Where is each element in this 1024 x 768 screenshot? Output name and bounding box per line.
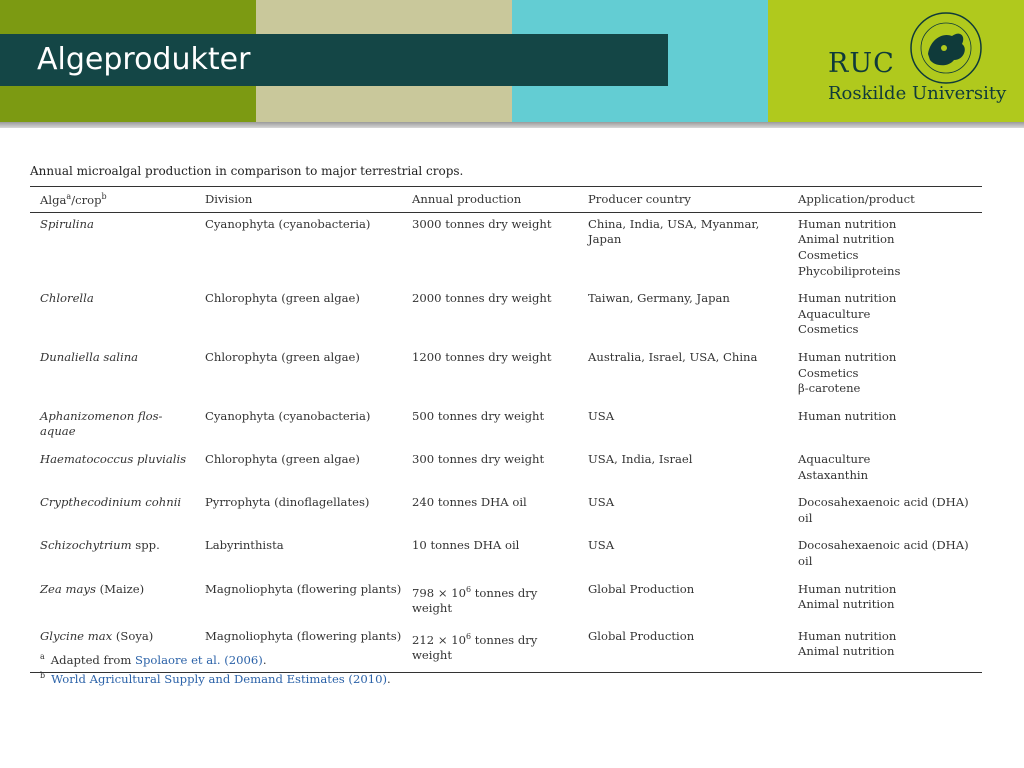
cell-producer-country: Global Production <box>588 581 695 596</box>
cell-alga <box>30 448 195 491</box>
cell-annual-production: 500 tonnes dry weight <box>412 408 545 423</box>
application-item: Animal nutrition <box>798 597 895 612</box>
application-item: Docosahexaenoic acid (DHA) oil <box>798 495 969 525</box>
application-item: Aquaculture <box>798 451 871 466</box>
application-item: Cosmetics <box>798 365 859 380</box>
cell-producer-country: USA, India, Israel <box>588 451 693 466</box>
slide-title: Algeprodukter <box>37 42 251 77</box>
header-divider <box>0 122 1024 128</box>
table-row <box>30 212 982 287</box>
cell-producer-country: USA <box>588 408 615 423</box>
cell-annual-production: $212 \times 10^6$ tonnes dry weight <box>412 631 538 663</box>
alga-name: Crypthecodinium cohnii <box>40 495 182 510</box>
alga-name: Aphanizomenon flos-aquae <box>40 408 163 439</box>
cell-producer-country: Global Production <box>588 628 695 643</box>
alga-name: Zea mays <box>40 581 96 596</box>
table-row <box>30 534 982 577</box>
application-item: Human nutrition <box>798 291 897 306</box>
cell-annual-production: 1200 tonnes dry weight <box>412 350 552 365</box>
cell-division: Labyrinthista <box>205 538 284 553</box>
application-item: Human nutrition <box>798 216 897 231</box>
alga-qualifier: (Maize) <box>95 581 145 596</box>
cell-division: Chlorophyta (green algae) <box>205 350 360 365</box>
cell-application <box>788 287 982 346</box>
cell-alga <box>30 287 195 346</box>
cell-application <box>788 491 982 534</box>
header-annual-production: Annual production <box>412 192 522 207</box>
application-item: Phycobiliproteins <box>798 263 901 278</box>
cell-application <box>788 346 982 405</box>
application-item: β-carotene <box>798 381 861 396</box>
ruc-seal-logo-icon <box>908 10 984 86</box>
alga-name: Dunaliella salina <box>40 350 139 365</box>
cell-producer-country: China, India, USA, Myanmar, Japan <box>588 216 760 247</box>
alga-name: Spirulina <box>40 216 94 231</box>
cell-annual-production: 3000 tonnes dry weight <box>412 216 552 231</box>
cell-application <box>788 534 982 577</box>
application-item: Human nutrition <box>798 350 897 365</box>
cell-annual-production: 10 tonnes DHA oil <box>412 538 520 553</box>
cell-division: Chlorophyta (green algae) <box>205 451 360 466</box>
alga-name: Schizochytrium <box>40 538 132 553</box>
alga-qualifier: (Soya) <box>112 628 154 643</box>
cell-application <box>788 578 982 625</box>
table-row <box>30 405 982 448</box>
application-item: Human nutrition <box>798 408 897 423</box>
wasde-link[interactable]: World Agricultural Supply and Demand Estimates (2010) <box>51 671 387 686</box>
cell-annual-production: 300 tonnes dry weight <box>412 451 545 466</box>
cell-division: Magnoliophyta (flowering plants) <box>205 628 402 643</box>
footnote-b: $^b$ World Agricultural Supply and Demand Estimates (2010). <box>40 670 391 686</box>
table-footnotes <box>40 649 391 687</box>
cell-alga <box>30 212 195 287</box>
table-row <box>30 287 982 346</box>
cell-application <box>788 212 982 287</box>
cell-division: Cyanophyta (cyanobacteria) <box>205 408 371 423</box>
cell-alga <box>30 405 195 448</box>
logo-ruc: RUC <box>828 48 895 79</box>
cell-application <box>788 625 982 673</box>
table-header-row <box>30 187 982 213</box>
cell-producer-country: Australia, Israel, USA, China <box>588 350 758 365</box>
header-division: Division <box>205 192 253 207</box>
alga-name: Chlorella <box>40 291 94 306</box>
cell-alga <box>30 534 195 577</box>
table-caption: Annual microalgal production in comparison to major terrestrial crops. <box>30 164 464 178</box>
cell-application <box>788 448 982 491</box>
header-producer-country: Producer country <box>588 192 691 207</box>
cell-annual-production: 240 tonnes DHA oil <box>412 495 527 510</box>
application-item: Cosmetics <box>798 322 859 337</box>
cell-application <box>788 405 982 448</box>
footnote-a: $^a$ Adapted from Spolaore et al. (2006). <box>40 652 267 667</box>
cell-alga <box>30 346 195 405</box>
cell-annual-production: $798 \times 10^6$ tonnes dry weight <box>412 584 538 615</box>
cell-annual-production: 2000 tonnes dry weight <box>412 291 552 306</box>
cell-division: Chlorophyta (green algae) <box>205 291 360 306</box>
application-item: Docosahexaenoic acid (DHA) oil <box>798 538 969 568</box>
application-item: Human nutrition <box>798 628 897 643</box>
cell-division: Pyrrophyta (dinoflagellates) <box>205 495 370 510</box>
cell-division: Cyanophyta (cyanobacteria) <box>205 216 371 231</box>
header-alga-crop: Alga$^a$/crop$^b$ <box>40 192 107 207</box>
application-item: Astaxanthin <box>798 467 869 482</box>
spolaore-link[interactable]: Spolaore et al. (2006) <box>135 652 263 667</box>
application-item: Animal nutrition <box>798 644 895 659</box>
alga-name: Haematococcus pluvialis <box>40 451 187 466</box>
application-item: Aquaculture <box>798 306 871 321</box>
application-item: Human nutrition <box>798 581 897 596</box>
alga-qualifier: spp. <box>131 538 160 553</box>
table-row <box>30 448 982 491</box>
table-row <box>30 491 982 534</box>
alga-name: Glycine max <box>40 628 113 643</box>
application-item: Cosmetics <box>798 248 859 263</box>
cell-alga <box>30 491 195 534</box>
table-row <box>30 346 982 405</box>
cell-alga <box>30 578 195 625</box>
production-table <box>30 186 982 673</box>
cell-division: Magnoliophyta (flowering plants) <box>205 581 402 596</box>
table-row <box>30 578 982 625</box>
cell-producer-country: USA <box>588 538 615 553</box>
cell-producer-country: USA <box>588 495 615 510</box>
application-item: Animal nutrition <box>798 232 895 247</box>
cell-producer-country: Taiwan, Germany, Japan <box>588 291 730 306</box>
logo-university-name: Roskilde University <box>828 83 1007 104</box>
header-application: Application/product <box>798 192 915 207</box>
